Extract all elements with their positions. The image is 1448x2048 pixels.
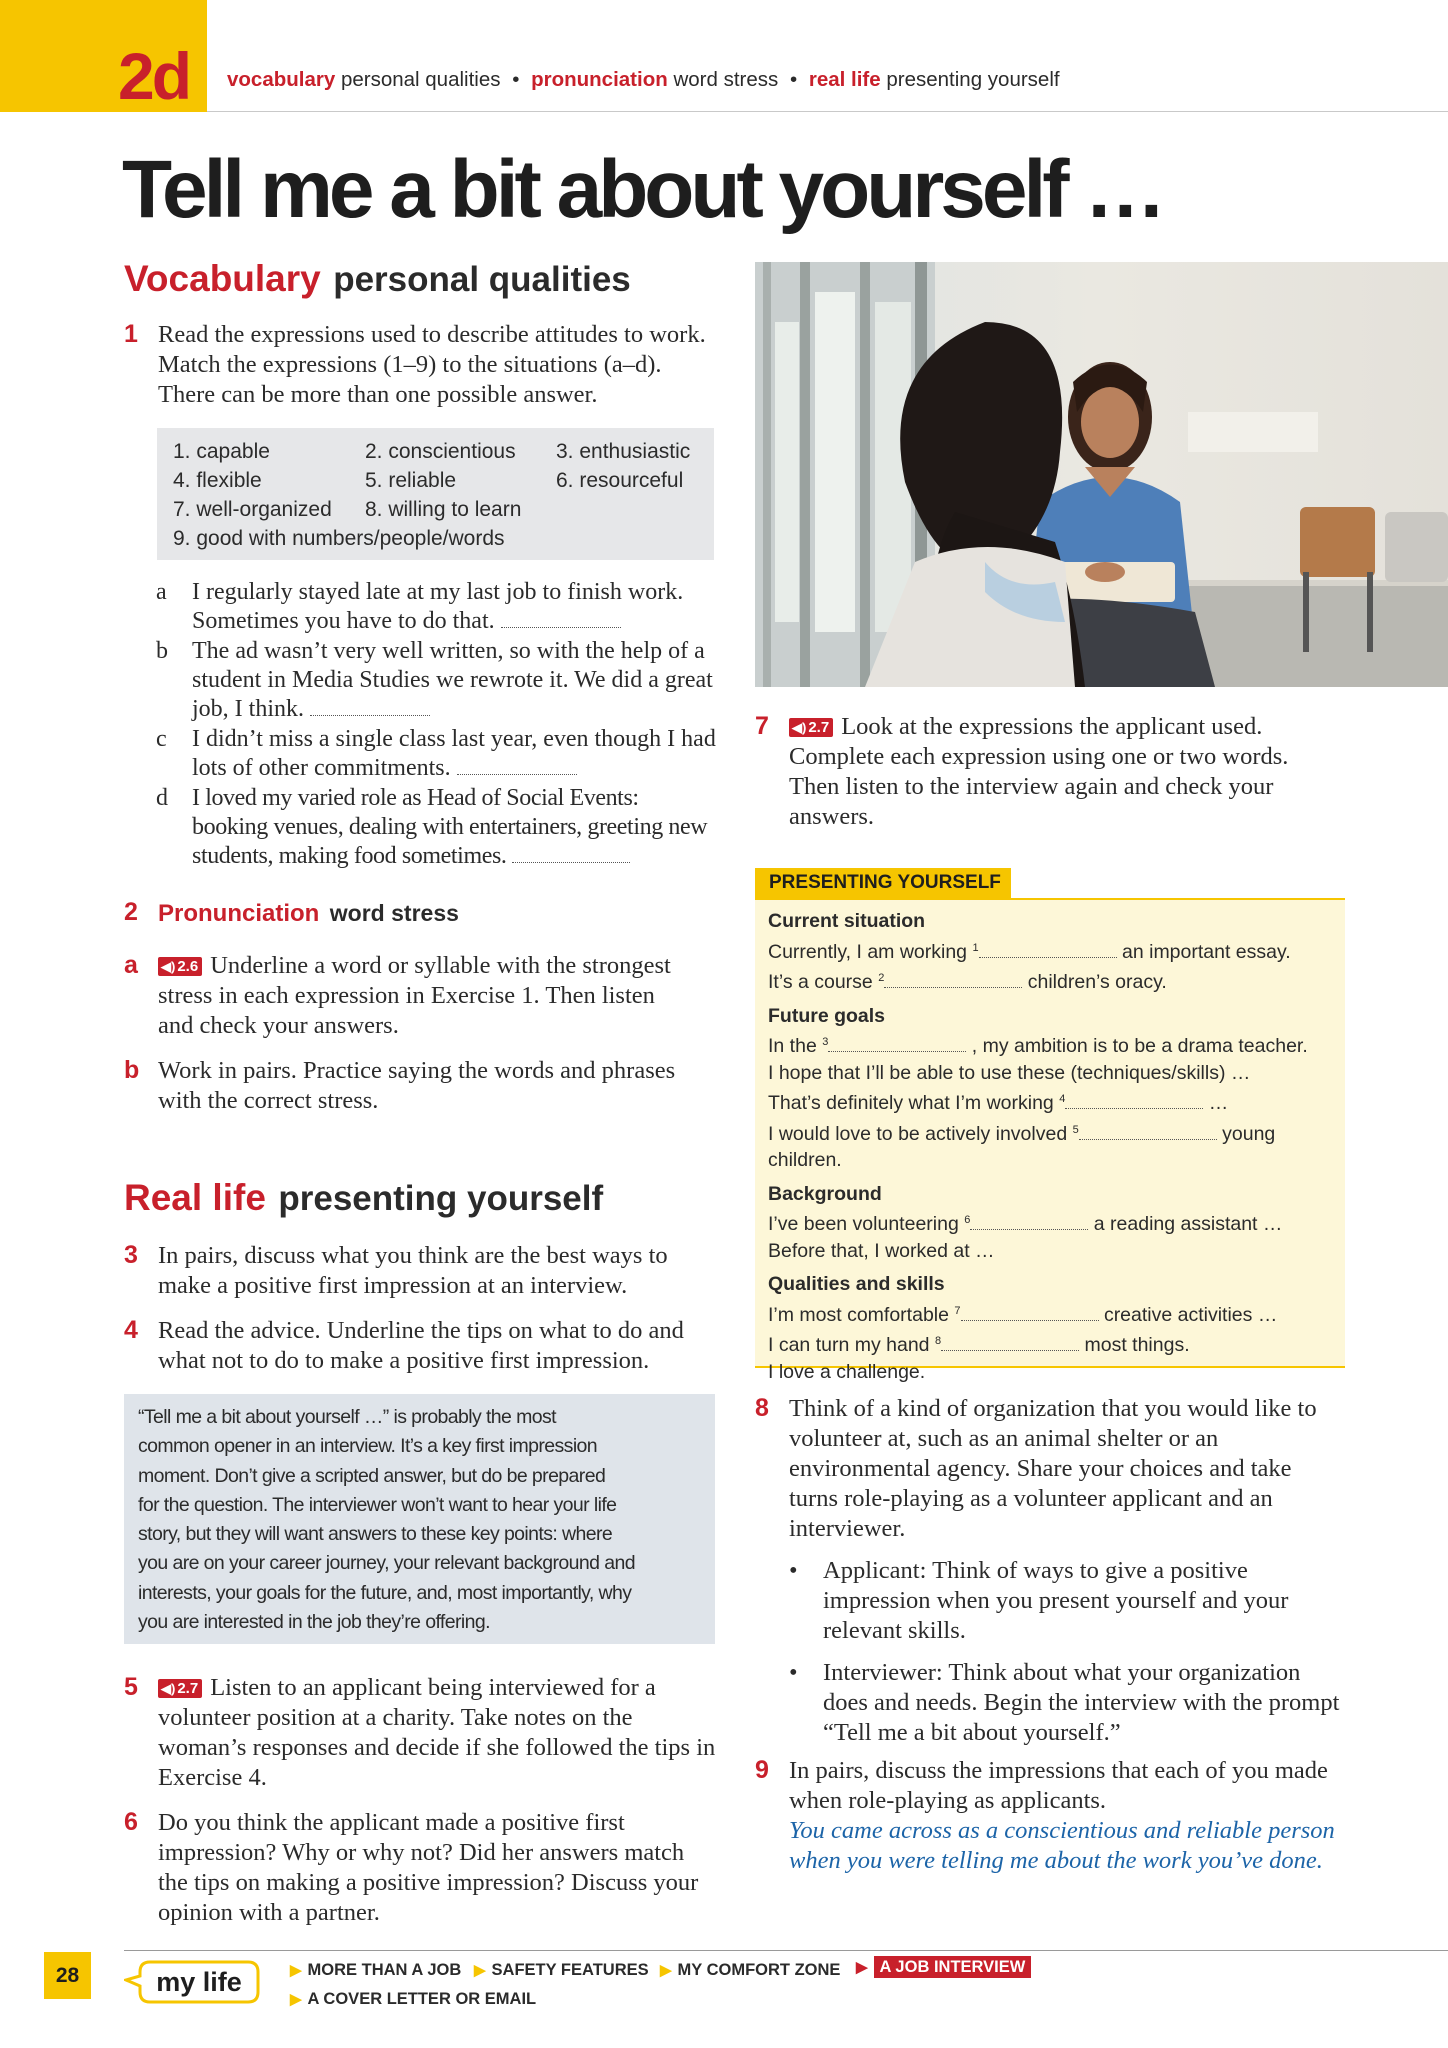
- heading-black: presenting yourself: [278, 1179, 604, 1218]
- separator: •: [789, 68, 798, 91]
- section-heading: Future goals: [768, 1004, 886, 1027]
- heading-black: personal qualities: [333, 260, 631, 299]
- exercise-1: [124, 320, 714, 410]
- heading-red: Real life: [124, 1177, 266, 1218]
- exercise-number: 5: [124, 1673, 138, 1701]
- my-life-label: my life: [156, 1967, 242, 1997]
- bullet-icon: •: [789, 1659, 798, 1686]
- answer-blank[interactable]: [1065, 1090, 1203, 1109]
- answer-blank[interactable]: [970, 1211, 1088, 1230]
- audio-track-button[interactable]: ◀) 2.7: [789, 718, 833, 737]
- exercise-7: [755, 712, 1335, 832]
- triangle-icon: ▶: [856, 1959, 868, 1976]
- header-topics: [227, 68, 1060, 92]
- answer-blank[interactable]: [979, 939, 1117, 958]
- page-number: 28: [55, 1964, 80, 1987]
- heading-red: Pronunciation: [158, 900, 320, 927]
- advice-line: you are on your career journey, your relevant background and: [138, 1552, 635, 1575]
- situation-letter: a: [156, 579, 167, 605]
- phrase: I love a challenge.: [768, 1360, 926, 1383]
- exercise-text: Underline a word or syllable with the strongest stress in each expression in Exercise 1. Then listen and check your answers.: [158, 952, 671, 1039]
- footer-link[interactable]: ▶ MY COMFORT ZONE: [660, 1961, 841, 1979]
- situation-a: [156, 578, 716, 636]
- answer-blank[interactable]: [941, 1332, 1079, 1351]
- situation-letter: d: [156, 785, 168, 811]
- phrase: I hope that I’ll be able to use these (techniques/skills) …: [768, 1061, 1251, 1084]
- word-box: [157, 428, 714, 560]
- phrase: In the $^3$ , my ambition is to be a drama teacher.: [768, 1035, 1308, 1057]
- presenting-content: [768, 908, 1308, 1385]
- situation-text: I didn’t miss a single class last year, even though I had lots of other commitments.: [192, 726, 716, 781]
- exercise-4: [124, 1316, 720, 1376]
- phrase: It’s a course $^2$ children’s oracy.: [768, 971, 1167, 993]
- triangle-icon: ▶: [660, 1962, 672, 1979]
- topic-label: vocabulary: [227, 68, 336, 91]
- speaker-icon: ◀): [792, 720, 807, 735]
- exercise-letter: a: [124, 951, 138, 979]
- footer-link[interactable]: ▶ A COVER LETTER OR EMAIL: [290, 1990, 537, 2008]
- word-item: 2. conscientious: [365, 440, 516, 463]
- topic-label: real life: [808, 68, 881, 91]
- interview-photo: [755, 262, 1448, 687]
- exercise-2a: [124, 951, 684, 1041]
- audio-track-button[interactable]: ◀) 2.7: [158, 1679, 202, 1698]
- exercise-number: 3: [124, 1241, 138, 1269]
- situation-text: The ad wasn’t very well written, so with the help of a student in Media Studies we rewrote it. We did a great job, I think.: [192, 638, 713, 722]
- exercise-9: [755, 1756, 1345, 1876]
- advice-line: you are interested in the job they’re offering.: [138, 1611, 490, 1634]
- answer-blank[interactable]: [961, 1302, 1099, 1321]
- advice-line: moment. Don’t give a scripted answer, but do be prepared: [138, 1464, 606, 1487]
- word-item: 9. good with numbers/people/words: [173, 527, 505, 550]
- advice-box: [124, 1394, 715, 1644]
- exercise-number: 1: [124, 320, 138, 348]
- word-item: 1. capable: [173, 440, 270, 463]
- answer-blank[interactable]: [512, 844, 630, 863]
- exercise-number: 8: [755, 1394, 769, 1422]
- footer-link-current[interactable]: ▶ A JOB INTERVIEW: [856, 1958, 1031, 1977]
- topic-text: presenting yourself: [886, 68, 1060, 91]
- footer-rule: [124, 1950, 1448, 1951]
- exercise-text: Think of a kind of organization that you would like to volunteer at, such as an animal shelter or an environmental agency. Share your choices and take turns role-playing as a volunteer applicant and an interviewer.: [789, 1395, 1317, 1542]
- heading-black: word stress: [329, 900, 459, 926]
- bullet-icon: •: [789, 1557, 798, 1584]
- vocabulary-heading: [124, 257, 631, 309]
- exercise-text: Do you think the applicant made a positive first impression? Why or why not? Did her answers match the tips on making a positive impression? Discuss your opinion with a partner.: [158, 1809, 699, 1926]
- topic-text: personal qualities: [340, 68, 501, 91]
- word-item: 5. reliable: [365, 469, 457, 492]
- advice-line: interests, your goals for the future, and, most importantly, why: [138, 1581, 632, 1604]
- exercise-text: In pairs, discuss the impressions that each of you made when role-playing as applicants.: [789, 1757, 1328, 1814]
- word-item: 7. well-organized: [173, 498, 332, 521]
- answer-blank[interactable]: [457, 756, 577, 775]
- exercise-text: Read the expressions used to describe attitudes to work. Match the expressions (1–9) to the situations (a–d). There can be more than one possible answer.: [158, 321, 706, 408]
- exercise-number: 2: [124, 898, 138, 926]
- speaker-icon: ◀): [161, 959, 176, 974]
- presenting-title: PRESENTING YOURSELF: [769, 872, 1001, 893]
- situation-letter: c: [156, 726, 167, 752]
- phrase: I can turn my hand $^8$ most things.: [768, 1334, 1190, 1356]
- unit-code: 2d: [118, 39, 190, 113]
- advice-line: common opener in an interview. It’s a key first impression: [138, 1435, 598, 1458]
- exercise-6: [124, 1808, 720, 1928]
- phrase: Before that, I worked at …: [768, 1239, 995, 1262]
- page-title: Tell me a bit about yourself …: [122, 144, 1163, 235]
- topic-text: word stress: [673, 68, 779, 91]
- situation-text: I regularly stayed late at my last job to finish work. Sometimes you have to do that.: [192, 579, 684, 634]
- phrase: That’s definitely what I’m working $^4$ …: [768, 1092, 1229, 1114]
- triangle-icon: ▶: [290, 1962, 302, 1979]
- triangle-icon: ▶: [290, 1991, 302, 2008]
- speaker-icon: ◀): [161, 1681, 176, 1696]
- page-number-box: [44, 1952, 91, 1999]
- presenting-tab: [755, 868, 1011, 898]
- advice-line: for the question. The interviewer won’t want to hear your life: [138, 1493, 617, 1516]
- word-item: 3. enthusiastic: [556, 440, 691, 463]
- my-life-badge: [124, 1958, 264, 2006]
- exercise-number: 4: [124, 1316, 138, 1344]
- situation-text: I loved my varied role as Head of Social Events: booking venues, dealing with entertainers, greeting new students, making food sometimes.: [192, 785, 708, 869]
- answer-blank[interactable]: [884, 969, 1022, 988]
- exercise-text: Read the advice. Underline the tips on what to do and what not to do to make a positive first impression.: [158, 1317, 684, 1374]
- bullet-item: • Interviewer: Think about what your organization does and needs. Begin the interview with the prompt “Tell me a bit about yourself.”: [789, 1659, 1340, 1746]
- word-item: 8. willing to learn: [365, 498, 522, 521]
- advice-line: “Tell me a bit about yourself …” is probably the most: [138, 1406, 556, 1428]
- exercise-text: Listen to an applicant being interviewed for a volunteer position at a charity. Take notes on the woman’s responses and decide if she followed the tips in Exercise 4.: [158, 1674, 716, 1791]
- example-answer: You came across as a conscientious and reliable person when you were telling me about the work you’ve done.: [789, 1817, 1335, 1874]
- word-item: 6. resourceful: [556, 469, 684, 492]
- footer-link[interactable]: ▶ MORE THAN A JOB: [290, 1961, 462, 1979]
- exercise-number: 9: [755, 1756, 769, 1784]
- exercise-8: [755, 1394, 1345, 1748]
- situation-letter: b: [156, 638, 168, 664]
- situation-d: [156, 784, 716, 871]
- header-rule: [207, 111, 1448, 112]
- exercise-2: [124, 898, 714, 932]
- exercise-2b: [124, 1056, 684, 1116]
- situation-c: [156, 725, 716, 783]
- real-life-heading: [124, 1176, 603, 1228]
- answer-blank[interactable]: [828, 1033, 966, 1052]
- phrase: I’ve been volunteering $^6$ a reading assistant …: [768, 1213, 1283, 1235]
- phrase: I would love to be actively involved $^5$ young: [768, 1122, 1276, 1145]
- bullet-item: • Applicant: Think of ways to give a positive impression when you present yourself and your relevant skills.: [789, 1557, 1289, 1644]
- exercise-text: Look at the expressions the applicant used. Complete each expression using one or two words. Then listen to the interview again and check your answers.: [789, 713, 1289, 830]
- advice-line: story, but they will want answers to these key points: where: [138, 1523, 613, 1546]
- heading-red: Vocabulary: [124, 258, 321, 299]
- answer-blank[interactable]: [501, 609, 621, 628]
- footer-link[interactable]: ▶ SAFETY FEATURES: [474, 1961, 649, 1979]
- section-heading: Qualities and skills: [768, 1273, 945, 1295]
- topic-label: pronunciation: [531, 68, 668, 91]
- answer-blank[interactable]: [310, 697, 430, 716]
- exercise-5: [124, 1673, 720, 1793]
- answer-blank[interactable]: [1079, 1121, 1217, 1140]
- situation-b: [156, 637, 716, 724]
- section-heading: Background: [768, 1182, 882, 1205]
- interview-scene-illustration: [755, 262, 1448, 687]
- section-heading: Current situation: [768, 910, 926, 932]
- phrase: Currently, I am working $^1$ an important essay.: [768, 940, 1291, 963]
- phrase: I’m most comfortable $^7$ creative activities …: [768, 1303, 1278, 1326]
- word-item: 4. flexible: [173, 469, 262, 492]
- exercise-3: [124, 1241, 714, 1301]
- separator: •: [512, 68, 520, 91]
- exercise-text: Work in pairs. Practice saying the words and phrases with the correct stress.: [158, 1057, 676, 1114]
- triangle-icon: ▶: [474, 1962, 486, 1979]
- exercise-number: 7: [755, 712, 769, 740]
- exercise-letter: b: [124, 1056, 140, 1084]
- exercise-text: In pairs, discuss what you think are the best ways to make a positive first impression at an interview.: [158, 1242, 668, 1299]
- phrase: children.: [768, 1149, 842, 1171]
- exercise-number: 6: [124, 1808, 138, 1836]
- audio-track-button[interactable]: ◀) 2.6: [158, 957, 202, 976]
